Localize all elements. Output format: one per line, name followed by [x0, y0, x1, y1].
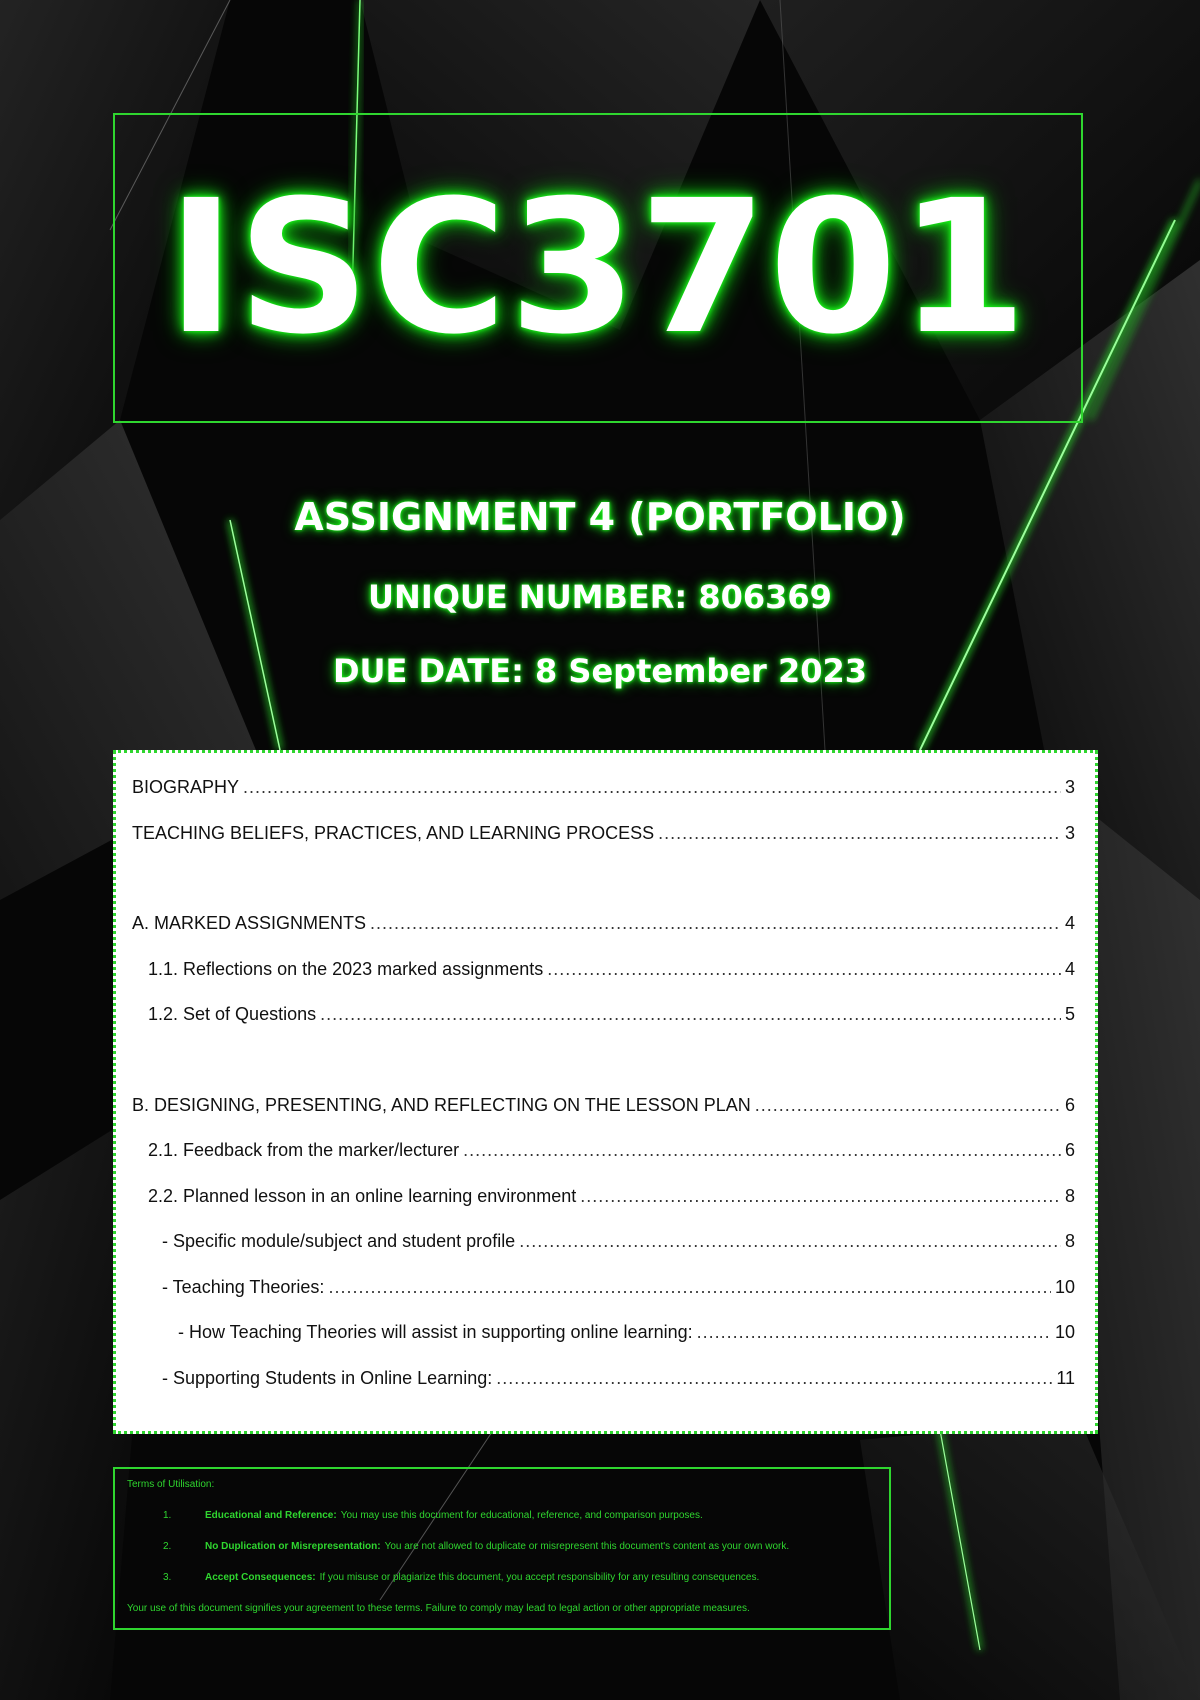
toc-entry[interactable]: [132, 1140, 1075, 1186]
toc-leader-dots: [328, 1277, 1051, 1298]
toc-entry-page: 8: [1064, 1231, 1075, 1251]
term-item: [127, 1541, 877, 1552]
toc-entry[interactable]: [132, 1095, 1075, 1141]
toc-entry-label: - Specific module/subject and student profile: [162, 1231, 516, 1251]
term-text: If you misuse or plagiarize this document, you accept responsibility for any resulting consequences.: [319, 1572, 760, 1583]
toc-entry-page: 4: [1064, 913, 1075, 933]
term-text: You may use this document for educational, reference, and comparison purposes.: [340, 1510, 703, 1521]
title-frame: [113, 113, 1083, 423]
toc-leader-dots: [547, 959, 1061, 980]
toc-entry-label: 2.2. Planned lesson in an online learning environment: [148, 1185, 577, 1206]
toc-entry[interactable]: [132, 1277, 1075, 1323]
toc-entry-page: 6: [1064, 1140, 1075, 1160]
toc-entry[interactable]: [132, 1186, 1075, 1232]
toc-entry[interactable]: [132, 1322, 1075, 1368]
term-title: Accept Consequences:: [205, 1572, 316, 1583]
toc-leader-dots: [697, 1322, 1051, 1343]
term-number: 3.: [163, 1572, 172, 1583]
toc-entry-label: - Supporting Students in Online Learning:: [162, 1367, 493, 1388]
term-title: Educational and Reference:: [205, 1510, 337, 1521]
toc-entry-label: - Teaching Theories:: [162, 1276, 325, 1297]
toc-entry-page: 6: [1064, 1094, 1075, 1115]
toc-leader-dots: [755, 1095, 1061, 1116]
toc-entry-page: 10: [1054, 1322, 1075, 1342]
toc-entry-page: 5: [1064, 1004, 1075, 1024]
toc-entry[interactable]: [132, 913, 1075, 959]
toc-leader-dots: [370, 913, 1061, 934]
toc-entry-label: B. DESIGNING, PRESENTING, AND REFLECTING ON THE LESSON PLAN: [132, 1094, 751, 1115]
terms-of-utilisation: [113, 1467, 891, 1630]
toc-entry-label: TEACHING BELIEFS, PRACTICES, AND LEARNING PROCESS: [132, 822, 655, 843]
terms-footer: Your use of this document signifies your agreement to these terms. Failure to comply may lead to legal action or other appropriate measures.: [127, 1603, 750, 1614]
toc-entry-page: 3: [1064, 777, 1075, 797]
toc-entry-label: BIOGRAPHY: [132, 777, 240, 797]
toc-entry-page: 8: [1064, 1185, 1075, 1206]
toc-entry-page: 3: [1064, 822, 1075, 843]
toc-entry-page: 4: [1064, 958, 1075, 979]
toc-leader-dots: [243, 777, 1061, 798]
assignment-heading: ASSIGNMENT 4 (PORTFOLIO): [294, 495, 906, 539]
terms-title: Terms of Utilisation:: [127, 1479, 215, 1490]
table-of-contents: [113, 750, 1098, 1434]
toc-leader-dots: [580, 1186, 1061, 1207]
toc-entry[interactable]: [132, 1368, 1075, 1414]
toc-entry[interactable]: [132, 959, 1075, 1005]
toc-leader-dots: [320, 1004, 1061, 1025]
toc-entry-label: 1.1. Reflections on the 2023 marked assignments: [148, 958, 544, 979]
term-item: [127, 1572, 877, 1583]
toc-leader-dots: [463, 1140, 1061, 1161]
toc-entry-label: 2.1. Feedback from the marker/lecturer: [148, 1140, 460, 1160]
term-title: No Duplication or Misrepresentation:: [205, 1541, 381, 1552]
toc-entry[interactable]: [132, 1231, 1075, 1277]
toc-entry[interactable]: [132, 823, 1075, 869]
due-date: DUE DATE: 8 September 2023: [332, 652, 867, 690]
toc-entry-page: 10: [1054, 1276, 1075, 1297]
term-item: [127, 1510, 877, 1521]
toc-entry-label: - How Teaching Theories will assist in supporting online learning:: [178, 1322, 693, 1342]
toc-entry[interactable]: [132, 1004, 1075, 1050]
toc-leader-dots: [496, 1368, 1052, 1389]
toc-leader-dots: [519, 1231, 1061, 1252]
toc-entry-label: 1.2. Set of Questions: [148, 1004, 317, 1024]
course-code-title: ISC3701: [166, 161, 1030, 375]
toc-entry-page: 11: [1056, 1367, 1075, 1388]
toc-entry-label: A. MARKED ASSIGNMENTS: [132, 913, 367, 933]
term-number: 1.: [163, 1510, 172, 1521]
term-text: You are not allowed to duplicate or misrepresent this document's content as your own work.: [384, 1541, 790, 1552]
unique-number: UNIQUE NUMBER: 806369: [368, 578, 832, 616]
toc-leader-dots: [658, 823, 1061, 844]
toc-entry[interactable]: [132, 777, 1075, 823]
term-number: 2.: [163, 1541, 172, 1552]
